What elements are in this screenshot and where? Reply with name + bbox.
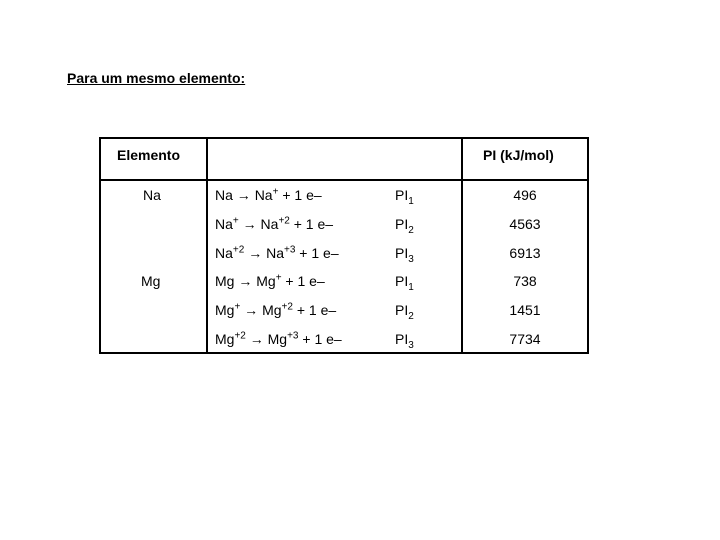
reactant: Na bbox=[215, 216, 233, 232]
equation bbox=[215, 216, 333, 232]
table-border-right bbox=[587, 137, 589, 354]
product-charge: +2 bbox=[278, 215, 290, 227]
electron-term: + 1 e– bbox=[281, 273, 325, 289]
pi-value: 7734 bbox=[509, 331, 541, 347]
arrow: → bbox=[238, 216, 261, 232]
table-border-top bbox=[99, 137, 589, 139]
table-border-bottom bbox=[99, 352, 589, 354]
page-heading: Para um mesmo elemento: bbox=[67, 70, 246, 86]
product: Mg bbox=[267, 331, 288, 347]
reactant-charge: +2 bbox=[234, 330, 246, 342]
electron-term: + 1 e– bbox=[295, 245, 339, 261]
pi-text: PI bbox=[395, 245, 409, 261]
pi-label bbox=[395, 273, 414, 293]
product-charge: +3 bbox=[284, 244, 296, 256]
product-charge: + bbox=[272, 186, 279, 198]
equation bbox=[215, 331, 342, 347]
pi-value: 6913 bbox=[509, 245, 541, 261]
pi-subscript: 2 bbox=[408, 224, 414, 236]
equation bbox=[215, 273, 325, 289]
arrow: → bbox=[232, 187, 255, 203]
reactant: Na bbox=[215, 187, 233, 203]
header-divider bbox=[99, 179, 589, 181]
pi-text: PI bbox=[395, 302, 409, 318]
pi-subscript: 2 bbox=[408, 310, 414, 322]
pi-label bbox=[395, 187, 414, 207]
pi-value: 1451 bbox=[509, 302, 541, 318]
header-pi: PI (kJ/mol) bbox=[483, 147, 554, 163]
electron-term: + 1 e– bbox=[292, 302, 337, 318]
reactant: Na bbox=[215, 245, 233, 261]
product: Mg bbox=[262, 302, 282, 318]
pi-text: PI bbox=[395, 187, 409, 203]
product: Na bbox=[260, 216, 279, 232]
arrow: → bbox=[240, 302, 263, 318]
electron-term: + 1 e– bbox=[298, 331, 342, 347]
reactant: Mg bbox=[215, 331, 235, 347]
product: Mg bbox=[256, 273, 276, 289]
column-divider-1 bbox=[206, 137, 208, 354]
pi-label bbox=[395, 302, 414, 322]
pi-text: PI bbox=[395, 216, 409, 232]
header-element: Elemento bbox=[117, 147, 181, 163]
reactant: Mg bbox=[215, 273, 235, 289]
table-border-left bbox=[99, 137, 101, 354]
equation bbox=[215, 302, 336, 318]
product-charge: + bbox=[275, 272, 282, 284]
pi-subscript: 1 bbox=[408, 281, 414, 293]
pi-value: 4563 bbox=[509, 216, 541, 232]
element-mg: Mg bbox=[141, 273, 161, 289]
pi-value: 496 bbox=[513, 187, 537, 203]
equation bbox=[215, 187, 322, 203]
arrow: → bbox=[244, 245, 267, 261]
pi-subscript: 1 bbox=[408, 195, 414, 207]
ionization-table bbox=[99, 137, 589, 354]
reactant-charge: +2 bbox=[232, 244, 245, 256]
arrow: → bbox=[234, 273, 257, 289]
pi-value: 738 bbox=[513, 273, 537, 289]
pi-label bbox=[395, 245, 414, 265]
electron-term: + 1 e– bbox=[278, 187, 322, 203]
arrow: → bbox=[245, 331, 268, 347]
product-charge: +3 bbox=[287, 330, 299, 342]
pi-text: PI bbox=[395, 273, 409, 289]
pi-label bbox=[395, 216, 414, 236]
reactant-charge: + bbox=[232, 215, 239, 227]
pi-subscript: 3 bbox=[408, 339, 414, 351]
product: Na bbox=[266, 245, 284, 261]
equation bbox=[215, 245, 339, 261]
pi-subscript: 3 bbox=[408, 253, 414, 265]
electron-term: + 1 e– bbox=[289, 216, 334, 232]
reactant-charge: + bbox=[234, 301, 241, 313]
reactant: Mg bbox=[215, 302, 235, 318]
pi-text: PI bbox=[395, 331, 409, 347]
product: Na bbox=[254, 187, 273, 203]
product-charge: +2 bbox=[281, 301, 293, 313]
pi-label bbox=[395, 331, 414, 351]
element-na: Na bbox=[143, 187, 161, 203]
